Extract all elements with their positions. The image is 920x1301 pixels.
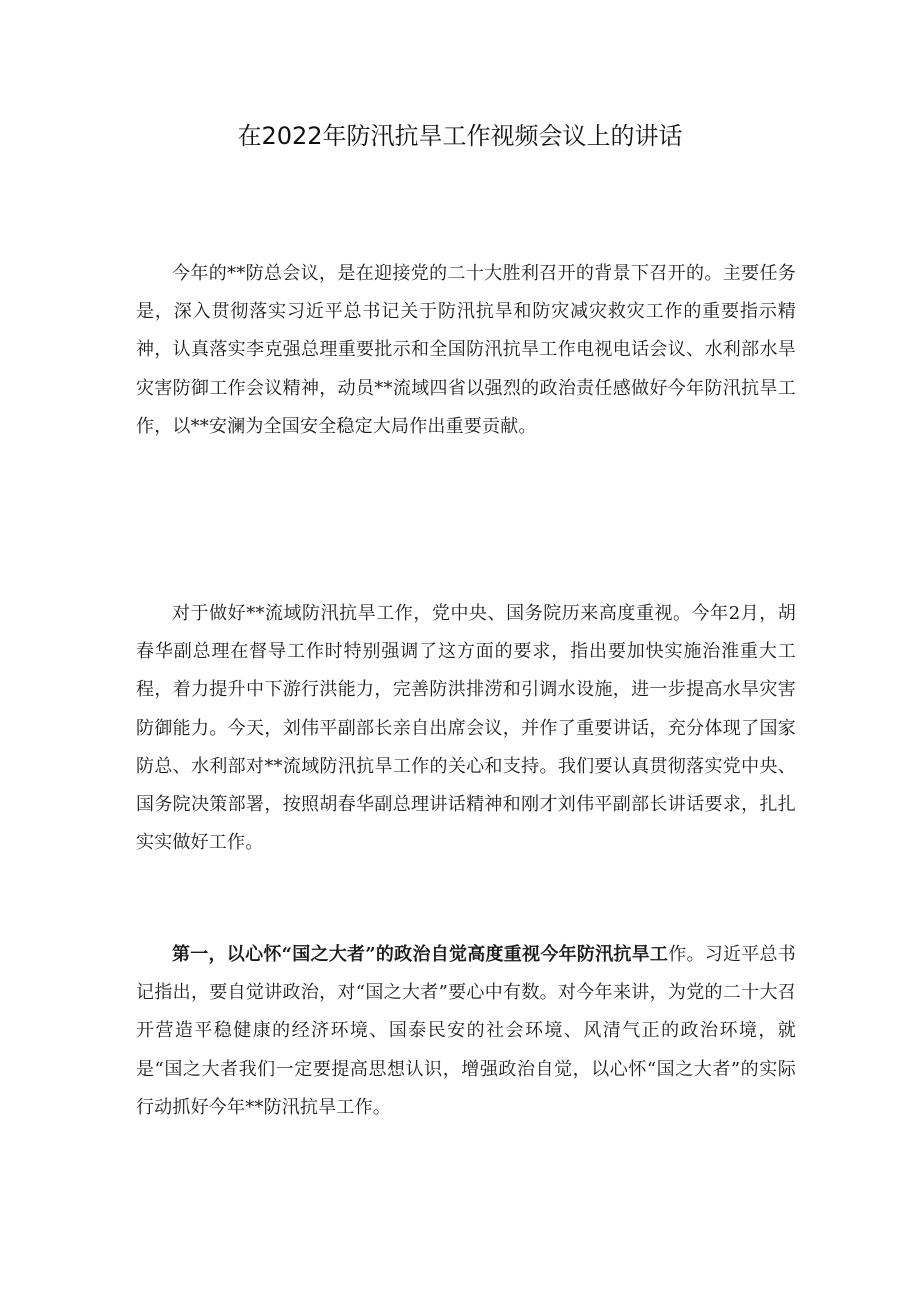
document-title: 在2022年防汛抗旱工作视频会议上的讲话	[237, 122, 683, 150]
paragraph-background	[136, 595, 796, 862]
point-one-text: 作。习近平总书记指出，要自觉讲政治，对“国之大者”要心中有数。对今年来讲，为党的二十大召开营造平稳健康的经济环境、国泰民安的社会环境、风清气正的政治环境，就是“国之大者我们一定要提高思想认识，增强政治自觉，以心怀“国之大者”的实际行动抓好今年**防汛抗旱工作。	[136, 944, 796, 1118]
paragraph-point-one	[136, 936, 796, 1127]
paragraph-background-text: 对于做好**流域防汛抗旱工作，党中央、国务院历来高度重视。今年2月，胡春华副总理在督导工作时特别强调了这方面的要求，指出要加快实施治淮重大工程，着力提升中下游行洪能力，完善防洪排涝和引调水设施，进一步提高水旱灾害防御能力。今天，刘伟平副部长亲自出席会议，并作了重要讲话，充分体现了国家防总、水利部对**流域防汛抗旱工作的关心和支持。我们要认真贯彻落实党中央、国务院决策部署，按照胡春华副总理讲话精神和刚才刘伟平副部长讲话要求，扎扎实实做好工作。	[136, 603, 796, 854]
paragraph-intro	[136, 255, 796, 446]
paragraph-intro-text: 今年的**防总会议，是在迎接党的二十大胜利召开的背景下召开的。主要任务是，深入贯彻落实习近平总书记关于防汛抗旱和防灾减灾救灾工作的重要指示精神，认真落实李克强总理重要批示和全国防汛抗旱工作电视电话会议、水利部水旱灾害防御工作会议精神，动员**流域四省以强烈的政治责任感做好今年防汛抗旱工作，以**安澜为全国安全稳定大局作出重要贡献。	[136, 263, 796, 437]
point-one-heading: 第一，以心怀“国之大者”的政治自觉高度重视今年防汛抗旱工	[172, 944, 669, 965]
